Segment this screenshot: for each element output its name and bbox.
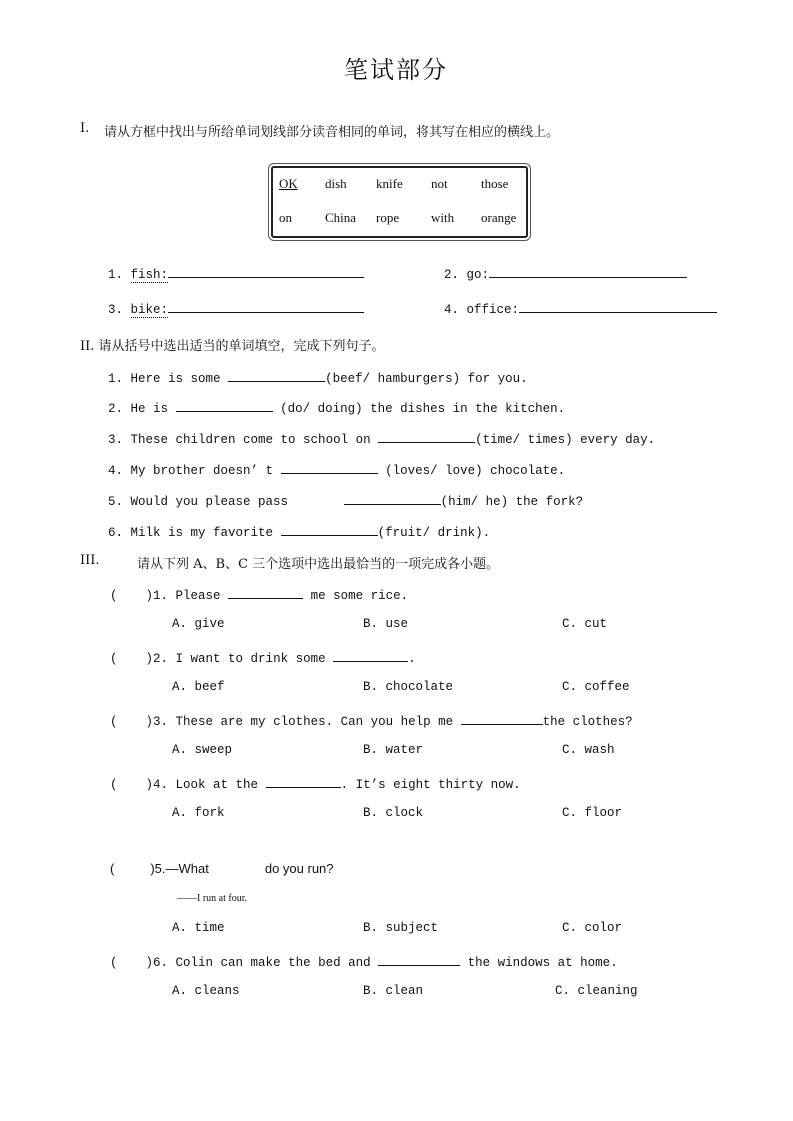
option-b[interactable]: B. chocolate: [363, 680, 454, 694]
answer-blank[interactable]: [228, 586, 303, 599]
answer-paren[interactable]: (: [110, 956, 118, 970]
box-word: knife: [376, 176, 403, 191]
answer-paren[interactable]: (: [110, 589, 118, 603]
box-word: on: [279, 210, 292, 225]
item-text: (him/ he) the fork?: [440, 495, 584, 509]
item-number: 2.: [108, 402, 124, 416]
option-c[interactable]: C. coffee: [562, 680, 630, 694]
s2-item-1: [108, 369, 528, 386]
section-1-heading: 请从方框中找出与所给单词划线部分读音相同的单词，将其写在相应的横线上。: [104, 125, 560, 140]
item-text: (do/ doing) the dishes in the kitchen.: [280, 402, 566, 416]
answer-blank[interactable]: [489, 265, 687, 278]
question-text: Please: [175, 589, 221, 603]
option-c[interactable]: C. cleaning: [555, 984, 638, 998]
question-text: the clothes?: [542, 715, 633, 729]
question-1: [110, 586, 408, 603]
question-text: the windows at home.: [467, 956, 618, 970]
answer-paren[interactable]: (: [110, 861, 115, 876]
question-text: .: [408, 652, 416, 666]
question-5: [110, 861, 334, 876]
option-a[interactable]: A. cleans: [172, 984, 240, 998]
answer-blank[interactable]: [519, 300, 717, 313]
box-word: dish: [325, 176, 347, 191]
answer-paren[interactable]: (: [110, 715, 118, 729]
question-2: [110, 649, 416, 666]
item-text: (beef/ hamburgers) for you.: [325, 372, 528, 386]
page-title: 笔试部分: [344, 56, 448, 84]
answer-blank[interactable]: [266, 775, 341, 788]
box-word: with: [431, 210, 455, 225]
s2-item-2: [108, 399, 565, 416]
item-text: (fruit/ drink).: [377, 526, 491, 540]
s2-item-5: [108, 492, 583, 509]
item-text: My brother doesn’ t: [130, 464, 274, 478]
option-a[interactable]: A. beef: [172, 680, 225, 694]
item-number: 1.: [108, 372, 124, 386]
item-word: fish:: [130, 268, 169, 282]
section-1-number: I.: [80, 121, 90, 136]
option-b[interactable]: B. clock: [363, 806, 424, 820]
box-word: those: [481, 176, 509, 191]
question-text: I want to drink some: [175, 652, 326, 666]
answer-paren[interactable]: (: [110, 778, 118, 792]
question-text: Look at the: [175, 778, 259, 792]
answer-blank[interactable]: [378, 430, 475, 443]
s2-item-6: [108, 523, 490, 540]
question-6: [110, 953, 618, 970]
answer-blank[interactable]: [281, 461, 378, 474]
question-text: me some rice.: [310, 589, 409, 603]
item-word: office:: [466, 303, 520, 317]
question-number: )2.: [145, 652, 169, 666]
section-3-heading: 请从下列 A、B、C 三个选项中选出最恰当的一项完成各小题。: [137, 557, 500, 572]
box-word: orange: [481, 210, 517, 225]
option-b[interactable]: B. water: [363, 743, 424, 757]
item-number: 3.: [108, 433, 124, 447]
item-text: He is: [130, 402, 169, 416]
question-text: do you run?: [264, 861, 334, 876]
option-a[interactable]: A. sweep: [172, 743, 233, 757]
box-word: OK: [279, 176, 298, 191]
item-word: bike:: [130, 303, 169, 317]
section-2-heading: II. 请从括号中选出适当的单词填空，完成下列句子。: [80, 339, 385, 354]
question-number: )5.—What: [150, 861, 209, 876]
answer-blank[interactable]: [228, 369, 325, 382]
option-c[interactable]: C. floor: [562, 806, 623, 820]
answer-blank[interactable]: [281, 523, 378, 536]
item-number: 5.: [108, 495, 124, 509]
s1-item-4: [444, 300, 717, 317]
question-text: . It’s eight thirty now.: [340, 778, 521, 792]
question-4: [110, 775, 521, 792]
item-number: 2.: [444, 268, 460, 282]
answer-blank[interactable]: [344, 492, 441, 505]
option-b[interactable]: B. subject: [363, 921, 439, 935]
answer-blank[interactable]: [168, 265, 364, 278]
item-number: 6.: [108, 526, 124, 540]
option-a[interactable]: A. fork: [172, 806, 225, 820]
answer-blank[interactable]: [461, 712, 543, 725]
item-number: 4.: [108, 464, 124, 478]
option-a[interactable]: A. give: [172, 617, 225, 631]
option-c[interactable]: C. cut: [562, 617, 608, 631]
s1-item-2: [444, 265, 687, 282]
item-text: These children come to school on: [130, 433, 371, 447]
option-c[interactable]: C. color: [562, 921, 623, 935]
answer-blank[interactable]: [333, 649, 408, 662]
option-c[interactable]: C. wash: [562, 743, 615, 757]
answer-blank[interactable]: [176, 399, 273, 412]
item-word: go:: [466, 268, 490, 282]
item-text: Milk is my favorite: [130, 526, 274, 540]
answer-blank[interactable]: [168, 300, 364, 313]
question-number: )3.: [145, 715, 169, 729]
item-number: 1.: [108, 268, 124, 282]
s2-item-4: [108, 461, 565, 478]
answer-paren[interactable]: (: [110, 652, 118, 666]
question-number: )6.: [145, 956, 169, 970]
option-b[interactable]: B. clean: [363, 984, 424, 998]
item-number: 4.: [444, 303, 460, 317]
box-word: not: [431, 176, 448, 191]
item-text: (time/ times) every day.: [475, 433, 656, 447]
s1-item-3: [108, 300, 364, 317]
question-text: Colin can make the bed and: [175, 956, 371, 970]
question-5-reply: ——I run at four.: [177, 893, 247, 904]
option-b[interactable]: B. use: [363, 617, 409, 631]
s1-item-1: [108, 265, 364, 282]
item-text: (loves/ love) chocolate.: [385, 464, 566, 478]
question-3: [110, 712, 633, 729]
box-word: rope: [376, 210, 400, 225]
question-number: )1.: [145, 589, 169, 603]
item-text: Would you please pass: [130, 495, 289, 509]
section-3-number: III.: [80, 553, 100, 568]
item-number: 3.: [108, 303, 124, 317]
item-text: Here is some: [130, 372, 221, 386]
answer-blank[interactable]: [378, 953, 460, 966]
box-word: China: [325, 210, 357, 225]
question-number: )4.: [145, 778, 169, 792]
option-a[interactable]: A. time: [172, 921, 225, 935]
question-text: These are my clothes. Can you help me: [175, 715, 454, 729]
s2-item-3: [108, 430, 655, 447]
